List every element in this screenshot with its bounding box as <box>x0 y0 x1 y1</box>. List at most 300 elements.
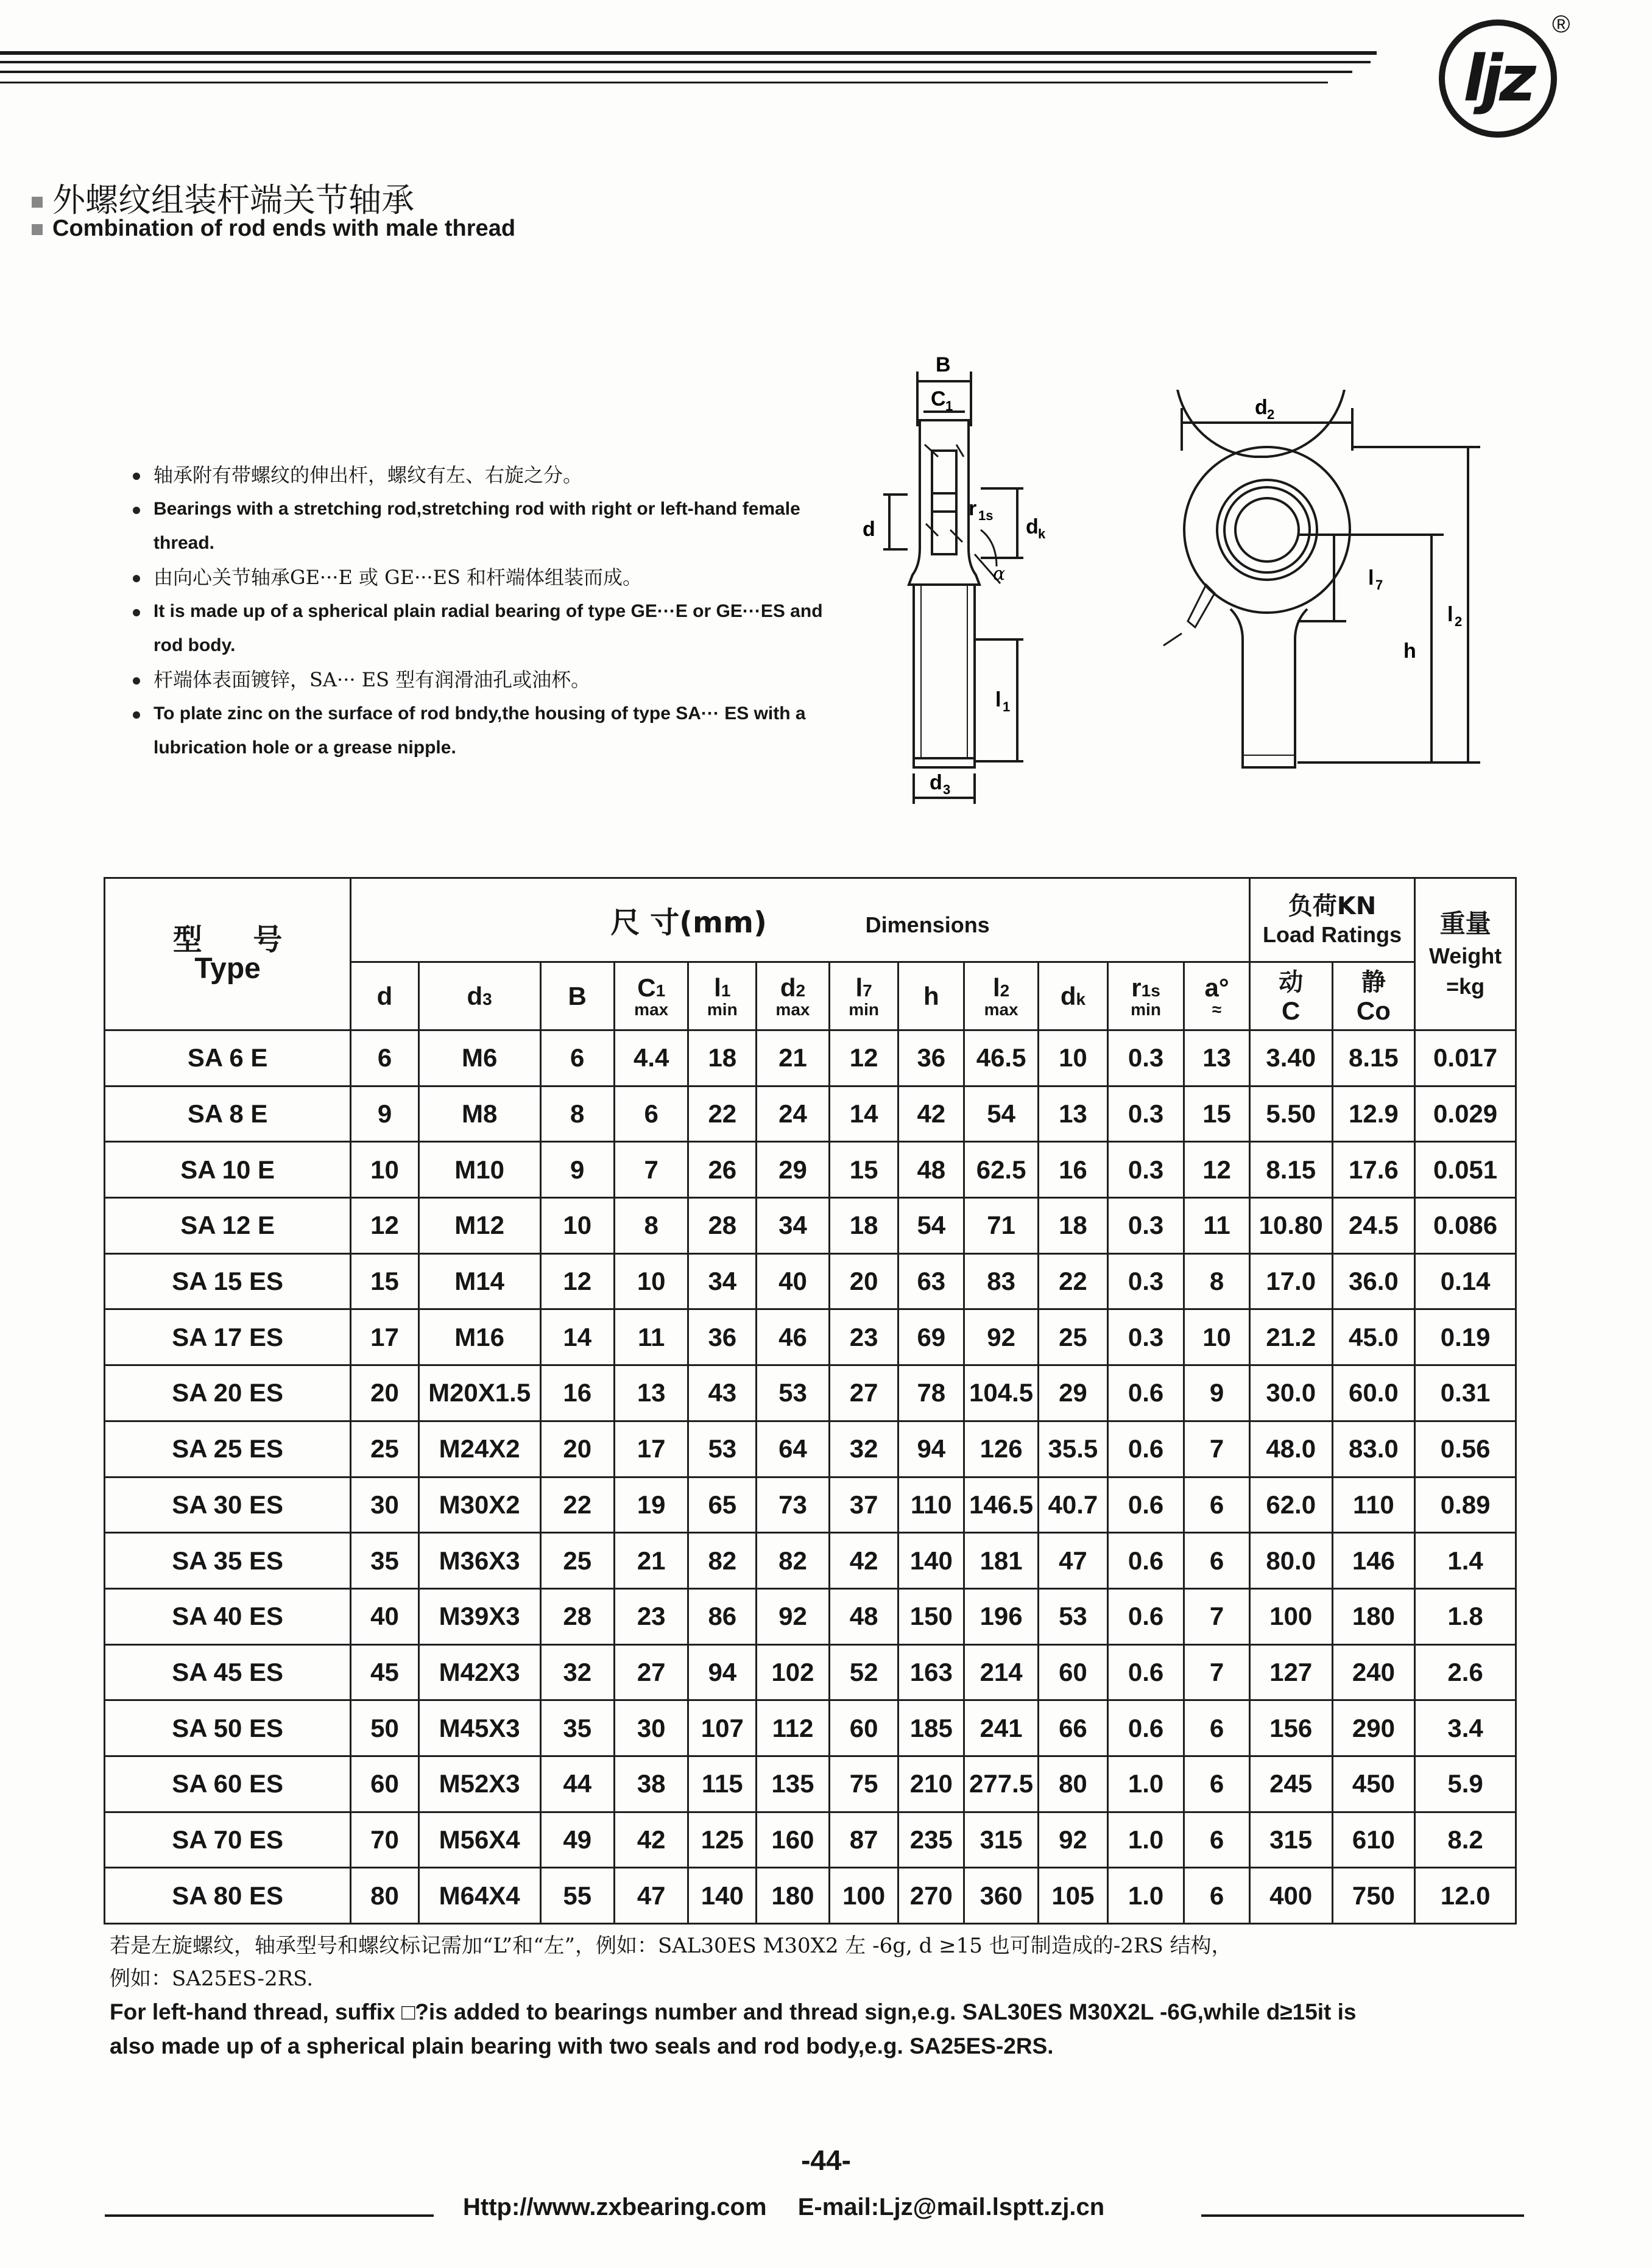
label-C1: C <box>931 387 946 410</box>
weight-header-en: Weight <box>1428 943 1502 968</box>
value-cell: 0.19 <box>1415 1309 1516 1365</box>
value-cell: 7 <box>1184 1588 1250 1644</box>
column-symbol: B <box>568 981 587 1010</box>
column-note: ≈ <box>1212 999 1222 1019</box>
column-subscript: 2 <box>796 981 806 1000</box>
dim-header-en: Dimensions <box>865 912 990 937</box>
column-header <box>1107 962 1184 1030</box>
value-cell: 0.56 <box>1415 1421 1516 1477</box>
value-cell: M8 <box>418 1086 540 1142</box>
value-cell: 10 <box>1039 1030 1108 1086</box>
value-cell: 112 <box>757 1700 830 1756</box>
value-cell: 210 <box>898 1756 964 1812</box>
value-cell: 23 <box>829 1309 898 1365</box>
value-cell: 60 <box>351 1756 419 1812</box>
column-symbol: l <box>992 973 1000 1002</box>
value-cell: 30.0 <box>1249 1365 1332 1421</box>
column-symbol: d <box>467 981 483 1010</box>
footer <box>463 2194 1104 2221</box>
value-cell: 126 <box>964 1421 1039 1477</box>
value-cell: 32 <box>540 1644 614 1700</box>
value-cell: 94 <box>688 1644 757 1700</box>
value-cell: 42 <box>829 1533 898 1589</box>
value-cell: 0.6 <box>1107 1421 1184 1477</box>
value-cell: 1.4 <box>1415 1533 1516 1589</box>
value-cell: 36.0 <box>1332 1253 1415 1309</box>
value-cell: 42 <box>898 1086 964 1142</box>
value-cell: 290 <box>1332 1700 1415 1756</box>
column-header <box>757 962 830 1030</box>
value-cell: 163 <box>898 1644 964 1700</box>
column-subscript: 1 <box>721 981 731 1000</box>
value-cell: 6 <box>1184 1756 1250 1812</box>
value-cell: M10 <box>418 1142 540 1198</box>
column-header <box>964 962 1039 1030</box>
value-cell: 92 <box>757 1588 830 1644</box>
value-cell: 50 <box>351 1700 419 1756</box>
value-cell: 400 <box>1249 1868 1332 1924</box>
value-cell: 43 <box>688 1365 757 1421</box>
value-cell: 30 <box>351 1477 419 1533</box>
value-cell: 35 <box>540 1700 614 1756</box>
column-symbol: C <box>637 973 656 1002</box>
value-cell: 53 <box>688 1421 757 1477</box>
label-d3-sub: 3 <box>943 782 951 797</box>
value-cell: M12 <box>418 1198 540 1254</box>
value-cell: 0.6 <box>1107 1700 1184 1756</box>
type-cell: SA 8 E <box>105 1086 351 1142</box>
value-cell: 107 <box>688 1700 757 1756</box>
label-d: d <box>863 518 875 541</box>
value-cell: 11 <box>1184 1198 1250 1254</box>
value-cell: 1.8 <box>1415 1588 1516 1644</box>
value-cell: 45.0 <box>1332 1309 1415 1365</box>
type-cell: SA 35 ES <box>105 1533 351 1589</box>
value-cell: 36 <box>898 1030 964 1086</box>
value-cell: 0.051 <box>1415 1142 1516 1198</box>
label-d3: d <box>930 771 942 794</box>
value-cell: 16 <box>540 1365 614 1421</box>
feature-item: 由向心关节轴承GE···E 或 GE···ES 和杆端体组装而成。 <box>133 560 839 594</box>
type-cell: SA 70 ES <box>105 1812 351 1868</box>
label-l1-sub: 1 <box>1003 699 1011 714</box>
value-cell: 245 <box>1249 1756 1332 1812</box>
value-cell: 6 <box>1184 1533 1250 1589</box>
value-cell: 47 <box>1039 1533 1108 1589</box>
value-cell: 38 <box>614 1756 688 1812</box>
value-cell: 105 <box>1039 1868 1108 1924</box>
value-cell: 17 <box>614 1421 688 1477</box>
table-row <box>105 1588 1516 1644</box>
feature-item: 杆端体表面镀锌，SA··· ES 型有润滑油孔或油杯。 <box>133 663 839 697</box>
value-cell: 80 <box>1039 1756 1108 1812</box>
table-row <box>105 1812 1516 1868</box>
value-cell: 25 <box>1039 1309 1108 1365</box>
value-cell: 5.50 <box>1249 1086 1332 1142</box>
value-cell: 23 <box>614 1588 688 1644</box>
value-cell: 46 <box>757 1309 830 1365</box>
column-note: max <box>775 999 810 1019</box>
value-cell: 32 <box>829 1421 898 1477</box>
value-cell: 0.6 <box>1107 1477 1184 1533</box>
value-cell: 7 <box>614 1142 688 1198</box>
value-cell: 48 <box>829 1588 898 1644</box>
value-cell: 235 <box>898 1812 964 1868</box>
table-row <box>105 1198 1516 1254</box>
column-note: min <box>849 999 879 1019</box>
value-cell: 71 <box>964 1198 1039 1254</box>
value-cell: 7 <box>1184 1421 1250 1477</box>
column-header <box>418 962 540 1030</box>
value-cell: 14 <box>540 1309 614 1365</box>
table-row <box>105 1086 1516 1142</box>
value-cell: 28 <box>540 1588 614 1644</box>
value-cell: 42 <box>614 1812 688 1868</box>
load-column-en: C <box>1282 996 1301 1025</box>
header-rule-1 <box>0 51 1377 55</box>
column-symbol: a° <box>1204 973 1229 1002</box>
value-cell: 0.6 <box>1107 1533 1184 1589</box>
note-en-2: also made up of a spherical plain bearing with two seals and rod body,e.g. SA25ES-2RS. <box>110 2034 1054 2058</box>
value-cell: 21 <box>757 1030 830 1086</box>
value-cell: 27 <box>614 1644 688 1700</box>
column-subscript: k <box>1076 989 1086 1009</box>
value-cell: 241 <box>964 1700 1039 1756</box>
header-rule-3 <box>0 71 1352 73</box>
value-cell: 7 <box>1184 1644 1250 1700</box>
value-cell: 52 <box>829 1644 898 1700</box>
value-cell: 4.4 <box>614 1030 688 1086</box>
label-d2: d <box>1255 396 1268 419</box>
value-cell: 8.15 <box>1332 1030 1415 1086</box>
value-cell: 15 <box>351 1253 419 1309</box>
table-row <box>105 1253 1516 1309</box>
value-cell: 46.5 <box>964 1030 1039 1086</box>
value-cell: 22 <box>688 1086 757 1142</box>
label-B: B <box>936 353 951 376</box>
value-cell: 22 <box>1039 1253 1108 1309</box>
value-cell: 6 <box>540 1030 614 1086</box>
table-row <box>105 1421 1516 1477</box>
value-cell: 0.029 <box>1415 1086 1516 1142</box>
label-dk: d <box>1026 515 1039 538</box>
note-cn-2: 例如：SA25ES-2RS. <box>110 1967 314 1991</box>
load-column-header <box>1249 962 1332 1030</box>
bullet-square-icon <box>32 224 43 235</box>
value-cell: 110 <box>898 1477 964 1533</box>
value-cell: 12.0 <box>1415 1868 1516 1924</box>
value-cell: 185 <box>898 1700 964 1756</box>
value-cell: 10 <box>1184 1309 1250 1365</box>
value-cell: 0.14 <box>1415 1253 1516 1309</box>
type-header <box>105 878 351 1030</box>
value-cell: 8.15 <box>1249 1142 1332 1198</box>
table-row <box>105 1756 1516 1812</box>
value-cell: 6 <box>1184 1700 1250 1756</box>
value-cell: 19 <box>614 1477 688 1533</box>
load-column-cn: 静 <box>1361 968 1386 996</box>
load-header-cn: 负荷KN <box>1288 892 1377 920</box>
label-r1s-sub: 1s <box>978 508 994 523</box>
value-cell: 196 <box>964 1588 1039 1644</box>
type-cell: SA 17 ES <box>105 1309 351 1365</box>
type-header-en: Type <box>194 952 261 985</box>
value-cell: 11 <box>614 1309 688 1365</box>
value-cell: 0.3 <box>1107 1253 1184 1309</box>
value-cell: 92 <box>1039 1812 1108 1868</box>
column-note: max <box>634 999 669 1019</box>
value-cell: 0.3 <box>1107 1309 1184 1365</box>
value-cell: 15 <box>829 1142 898 1198</box>
value-cell: 104.5 <box>964 1365 1039 1421</box>
value-cell: 29 <box>1039 1365 1108 1421</box>
value-cell: 0.6 <box>1107 1588 1184 1644</box>
load-column-cn: 动 <box>1279 968 1304 996</box>
column-symbol: l <box>714 973 721 1002</box>
type-cell: SA 10 E <box>105 1142 351 1198</box>
value-cell: 70 <box>351 1812 419 1868</box>
value-cell: 75 <box>829 1756 898 1812</box>
value-cell: 8 <box>614 1198 688 1254</box>
value-cell: 66 <box>1039 1700 1108 1756</box>
type-cell: SA 15 ES <box>105 1253 351 1309</box>
note-cn-1: 若是左旋螺纹，轴承型号和螺纹标记需加“L”和“左”，例如：SAL30ES M30X2 左 -6g, d ≥15 也可制造成的-2RS 结构， <box>110 1934 1232 1958</box>
value-cell: 92 <box>964 1309 1039 1365</box>
column-symbol: d <box>780 973 796 1002</box>
value-cell: 30 <box>614 1700 688 1756</box>
value-cell: 65 <box>688 1477 757 1533</box>
type-cell: SA 25 ES <box>105 1421 351 1477</box>
footer-email[interactable]: E-mail:Ljz@mail.lsptt.zj.cn <box>797 2194 1105 2220</box>
value-cell: 127 <box>1249 1644 1332 1700</box>
bullet-square-icon <box>32 197 43 208</box>
type-cell: SA 60 ES <box>105 1756 351 1812</box>
value-cell: 25 <box>351 1421 419 1477</box>
value-cell: 5.9 <box>1415 1756 1516 1812</box>
front-view-drawing <box>1151 390 1492 792</box>
column-note: min <box>1131 999 1161 1019</box>
label-l1: l <box>995 688 1001 711</box>
value-cell: M52X3 <box>418 1756 540 1812</box>
value-cell: 9 <box>540 1142 614 1198</box>
value-cell: 37 <box>829 1477 898 1533</box>
page-number: -44- <box>801 2144 851 2176</box>
value-cell: 80 <box>351 1868 419 1924</box>
feature-item: 轴承附有带螺纹的伸出杆，螺纹有左、右旋之分。 <box>133 458 839 492</box>
footer-rule-right <box>1201 2214 1524 2217</box>
value-cell: 315 <box>964 1812 1039 1868</box>
value-cell: 8 <box>540 1086 614 1142</box>
value-cell: 60.0 <box>1332 1365 1415 1421</box>
type-cell: SA 45 ES <box>105 1644 351 1700</box>
value-cell: 315 <box>1249 1812 1332 1868</box>
type-cell: SA 30 ES <box>105 1477 351 1533</box>
value-cell: 12 <box>1184 1142 1250 1198</box>
value-cell: 82 <box>757 1533 830 1589</box>
value-cell: 9 <box>351 1086 419 1142</box>
value-cell: 40.7 <box>1039 1477 1108 1533</box>
column-header <box>898 962 964 1030</box>
value-cell: 69 <box>898 1309 964 1365</box>
value-cell: 181 <box>964 1533 1039 1589</box>
title-cn-text: 外螺纹组装杆端关节轴承 <box>52 181 414 219</box>
value-cell: 0.3 <box>1107 1198 1184 1254</box>
value-cell: 54 <box>898 1198 964 1254</box>
value-cell: 110 <box>1332 1477 1415 1533</box>
value-cell: 54 <box>964 1086 1039 1142</box>
value-cell: M30X2 <box>418 1477 540 1533</box>
column-subscript: 1 <box>655 981 666 1000</box>
page-title-en <box>32 216 515 242</box>
column-header <box>351 962 419 1030</box>
type-cell: SA 12 E <box>105 1198 351 1254</box>
type-header-cn-b: 号 <box>253 922 283 957</box>
value-cell: 12.9 <box>1332 1086 1415 1142</box>
column-header <box>1039 962 1108 1030</box>
column-header <box>1184 962 1250 1030</box>
value-cell: 160 <box>757 1812 830 1868</box>
load-column-en: Co <box>1356 996 1391 1025</box>
table-row <box>105 1309 1516 1365</box>
value-cell: 10.80 <box>1249 1198 1332 1254</box>
value-cell: 82 <box>688 1533 757 1589</box>
value-cell: 60 <box>1039 1644 1108 1700</box>
value-cell: 277.5 <box>964 1756 1039 1812</box>
type-cell: SA 80 ES <box>105 1868 351 1924</box>
value-cell: 29 <box>757 1142 830 1198</box>
value-cell: 55 <box>540 1868 614 1924</box>
column-symbol: l <box>855 973 863 1002</box>
footer-website[interactable]: Http://www.zxbearing.com <box>463 2194 767 2220</box>
value-cell: 45 <box>351 1644 419 1700</box>
value-cell: 8.2 <box>1415 1812 1516 1868</box>
value-cell: 40 <box>757 1253 830 1309</box>
value-cell: 14 <box>829 1086 898 1142</box>
value-cell: 35.5 <box>1039 1421 1108 1477</box>
column-note: max <box>984 999 1018 1019</box>
feature-item: Bearings with a stretching rod,stretching rod with right or left-hand female thread. <box>133 492 839 560</box>
value-cell: 6 <box>351 1030 419 1086</box>
notes <box>110 1929 1529 2063</box>
value-cell: 180 <box>1332 1588 1415 1644</box>
value-cell: 102 <box>757 1644 830 1700</box>
value-cell: 146 <box>1332 1533 1415 1589</box>
value-cell: 8 <box>1184 1253 1250 1309</box>
side-view-drawing <box>841 353 1060 816</box>
value-cell: 13 <box>614 1365 688 1421</box>
page-title-cn <box>32 174 414 221</box>
value-cell: 10 <box>614 1253 688 1309</box>
value-cell: 44 <box>540 1756 614 1812</box>
value-cell: 0.6 <box>1107 1365 1184 1421</box>
value-cell: 87 <box>829 1812 898 1868</box>
value-cell: 27 <box>829 1365 898 1421</box>
value-cell: 1.0 <box>1107 1812 1184 1868</box>
value-cell: 360 <box>964 1868 1039 1924</box>
dim-header-cn: 尺 寸(mm) <box>610 906 767 940</box>
column-symbol: r <box>1131 973 1142 1002</box>
dimensions-header <box>351 878 1250 962</box>
value-cell: 86 <box>688 1588 757 1644</box>
value-cell: M64X4 <box>418 1868 540 1924</box>
value-cell: 12 <box>540 1253 614 1309</box>
value-cell: 48 <box>898 1142 964 1198</box>
value-cell: 140 <box>898 1533 964 1589</box>
value-cell: 47 <box>614 1868 688 1924</box>
value-cell: M42X3 <box>418 1644 540 1700</box>
weight-header-cn: 重量 <box>1439 908 1491 939</box>
value-cell: 12 <box>351 1198 419 1254</box>
value-cell: 9 <box>1184 1365 1250 1421</box>
value-cell: 240 <box>1332 1644 1415 1700</box>
type-cell: SA 6 E <box>105 1030 351 1086</box>
value-cell: 20 <box>540 1421 614 1477</box>
column-note: min <box>707 999 738 1019</box>
type-cell: SA 40 ES <box>105 1588 351 1644</box>
value-cell: 24.5 <box>1332 1198 1415 1254</box>
value-cell: 62.0 <box>1249 1477 1332 1533</box>
value-cell: 115 <box>688 1756 757 1812</box>
column-subscript: 7 <box>863 981 872 1000</box>
value-cell: 150 <box>898 1588 964 1644</box>
value-cell: 49 <box>540 1812 614 1868</box>
value-cell: 0.89 <box>1415 1477 1516 1533</box>
feature-list <box>133 458 839 765</box>
load-column-header <box>1332 962 1415 1030</box>
value-cell: M6 <box>418 1030 540 1086</box>
value-cell: 26 <box>688 1142 757 1198</box>
value-cell: 0.3 <box>1107 1142 1184 1198</box>
value-cell: 17 <box>351 1309 419 1365</box>
feature-item: To plate zinc on the surface of rod bndy,the housing of type SA··· ES with a lubrication hole or a grease nipple. <box>133 697 839 765</box>
value-cell: 63 <box>898 1253 964 1309</box>
column-header <box>688 962 757 1030</box>
value-cell: 20 <box>351 1365 419 1421</box>
value-cell: M16 <box>418 1309 540 1365</box>
note-en-1: For left-hand thread, suffix □?is added to bearings number and thread sign,e.g. SAL30ES M30X2L -6G,while d≥15it is <box>110 1999 1357 2024</box>
value-cell: 18 <box>688 1030 757 1086</box>
value-cell: 35 <box>351 1533 419 1589</box>
value-cell: 3.40 <box>1249 1030 1332 1086</box>
table-row <box>105 1142 1516 1198</box>
value-cell: 6 <box>614 1086 688 1142</box>
table-row <box>105 1365 1516 1421</box>
value-cell: 140 <box>688 1868 757 1924</box>
column-header <box>540 962 614 1030</box>
value-cell: 48.0 <box>1249 1421 1332 1477</box>
value-cell: 125 <box>688 1812 757 1868</box>
value-cell: 270 <box>898 1868 964 1924</box>
value-cell: 34 <box>757 1198 830 1254</box>
value-cell: 1.0 <box>1107 1756 1184 1812</box>
table-row <box>105 1868 1516 1924</box>
brand-logo <box>1439 19 1557 138</box>
value-cell: 24 <box>757 1086 830 1142</box>
value-cell: 146.5 <box>964 1477 1039 1533</box>
value-cell: 6 <box>1184 1477 1250 1533</box>
value-cell: 0.017 <box>1415 1030 1516 1086</box>
value-cell: 10 <box>540 1198 614 1254</box>
value-cell: 36 <box>688 1309 757 1365</box>
value-cell: 21 <box>614 1533 688 1589</box>
table-row <box>105 1644 1516 1700</box>
footer-rule-left <box>105 2214 434 2217</box>
value-cell: 0.31 <box>1415 1365 1516 1421</box>
weight-header <box>1415 878 1516 1030</box>
label-l2: l <box>1447 603 1453 626</box>
value-cell: 78 <box>898 1365 964 1421</box>
value-cell: 60 <box>829 1700 898 1756</box>
